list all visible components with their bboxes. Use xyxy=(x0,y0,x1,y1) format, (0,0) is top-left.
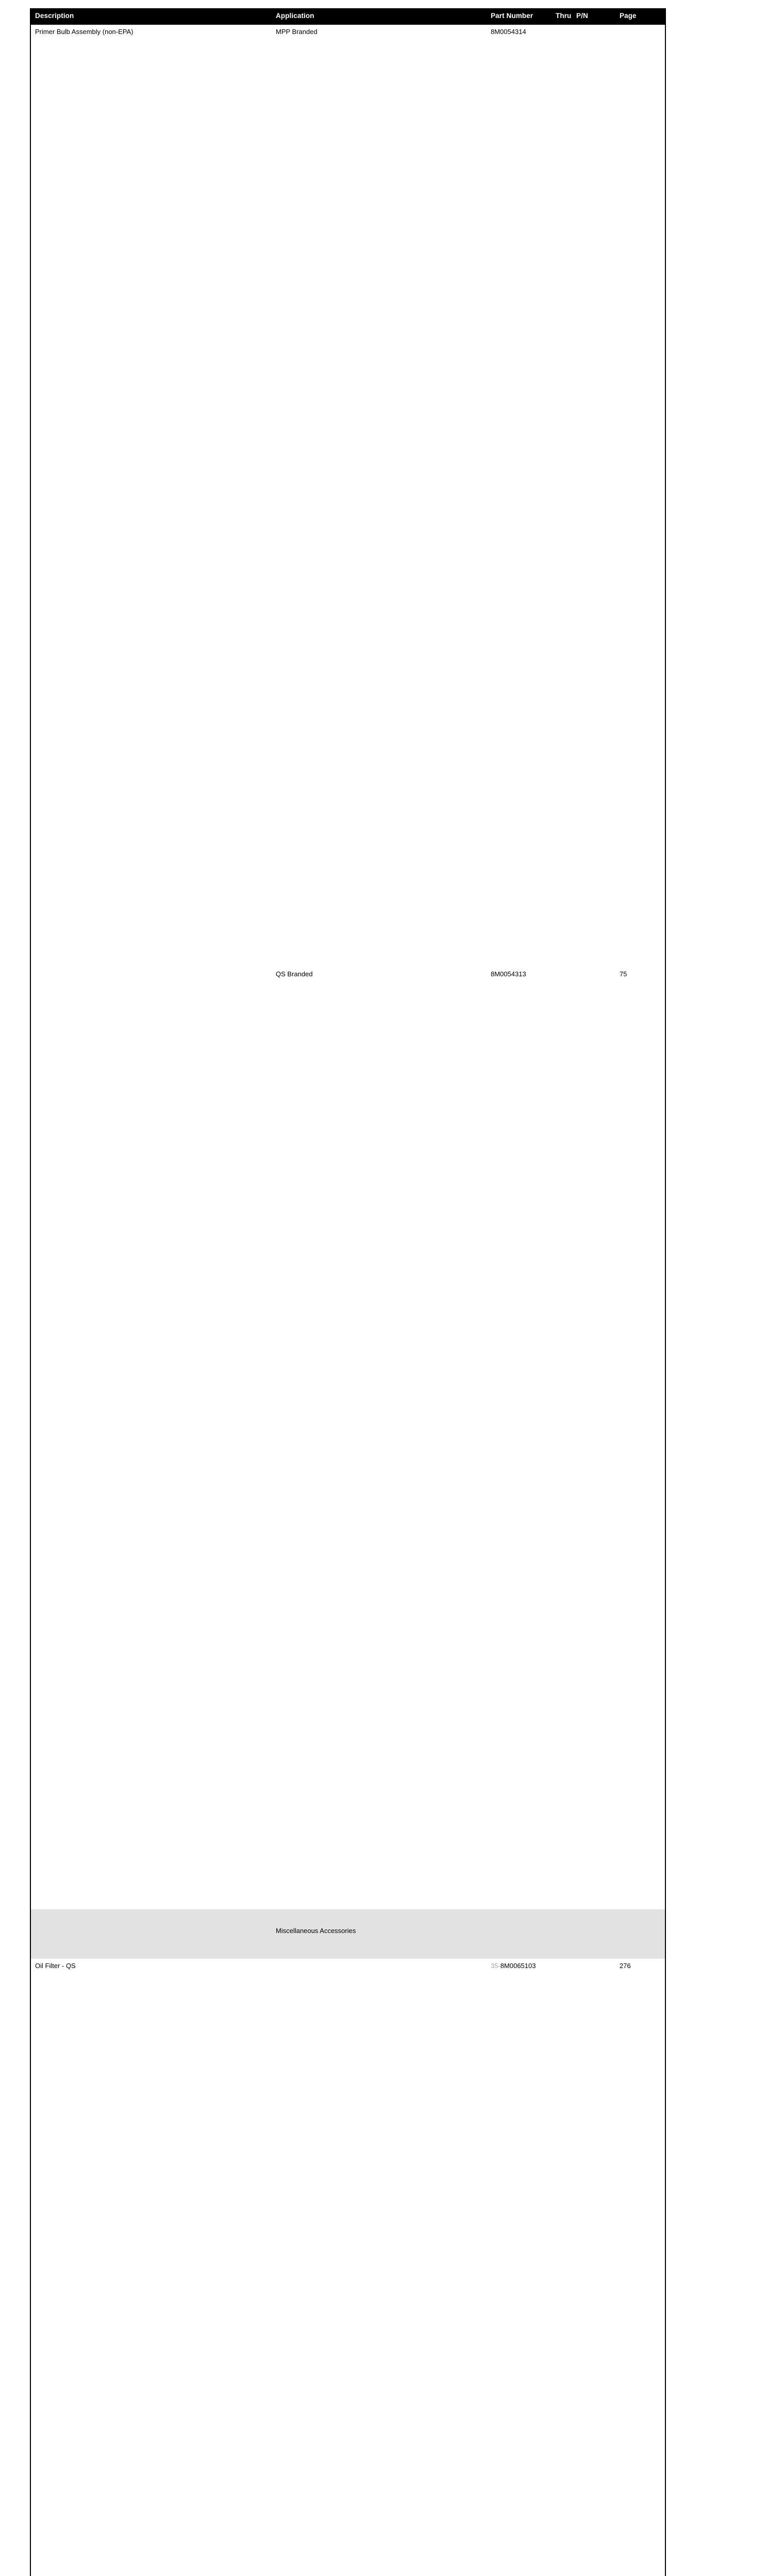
part-number-value: 8M0054314 xyxy=(491,27,526,36)
table-section-row xyxy=(30,1924,665,1944)
cell-description: Oil Filter - QS xyxy=(30,1959,273,2576)
cell-thru xyxy=(554,967,574,1909)
table-row xyxy=(30,967,665,1909)
cell-application xyxy=(273,1959,487,2576)
section-empty-cell xyxy=(30,1924,273,1944)
cell-page: 276 xyxy=(605,1959,665,2576)
cell-thru-pn xyxy=(574,25,605,967)
column-header-description: Description xyxy=(30,8,273,25)
cell-part-number xyxy=(487,967,554,1909)
cell-part-number xyxy=(487,25,554,967)
spacer-cell xyxy=(30,1909,665,1924)
column-header-page: Page xyxy=(605,8,665,25)
column-header-application: Application xyxy=(273,8,487,25)
cell-thru xyxy=(554,1959,574,2576)
parts-table-accessories xyxy=(30,8,666,2576)
column-header-thru-pn: P/N xyxy=(574,8,605,25)
part-number-value: 8M0065103 xyxy=(500,1961,536,1970)
cell-thru-pn xyxy=(574,1959,605,2576)
column-header-part-number: Part Number xyxy=(487,8,554,25)
table-spacer-row xyxy=(30,1944,665,1959)
cell-thru xyxy=(554,25,574,967)
cell-description xyxy=(30,967,273,1909)
cell-description: Primer Bulb Assembly (non-EPA) xyxy=(30,25,273,967)
section-label: Miscellaneous Accessories xyxy=(273,1924,665,1944)
table-row xyxy=(30,25,665,967)
part-number-value: 8M0054313 xyxy=(491,970,526,978)
cell-application: QS Branded xyxy=(273,967,487,1909)
cell-thru-pn xyxy=(574,967,605,1909)
cell-part-number xyxy=(487,1959,554,2576)
table-row xyxy=(30,1959,665,2576)
part-number-prefix: 35- xyxy=(491,1961,500,1970)
table-spacer-row xyxy=(30,1909,665,1924)
cell-page: 75 xyxy=(605,967,665,1909)
column-header-thru: Thru xyxy=(554,8,574,25)
cell-application: MPP Branded xyxy=(273,25,487,967)
table-header-row xyxy=(30,8,665,25)
document-page xyxy=(0,8,768,1970)
table-body xyxy=(30,25,665,2576)
spacer-cell xyxy=(30,1944,665,1959)
cell-page xyxy=(605,25,665,967)
